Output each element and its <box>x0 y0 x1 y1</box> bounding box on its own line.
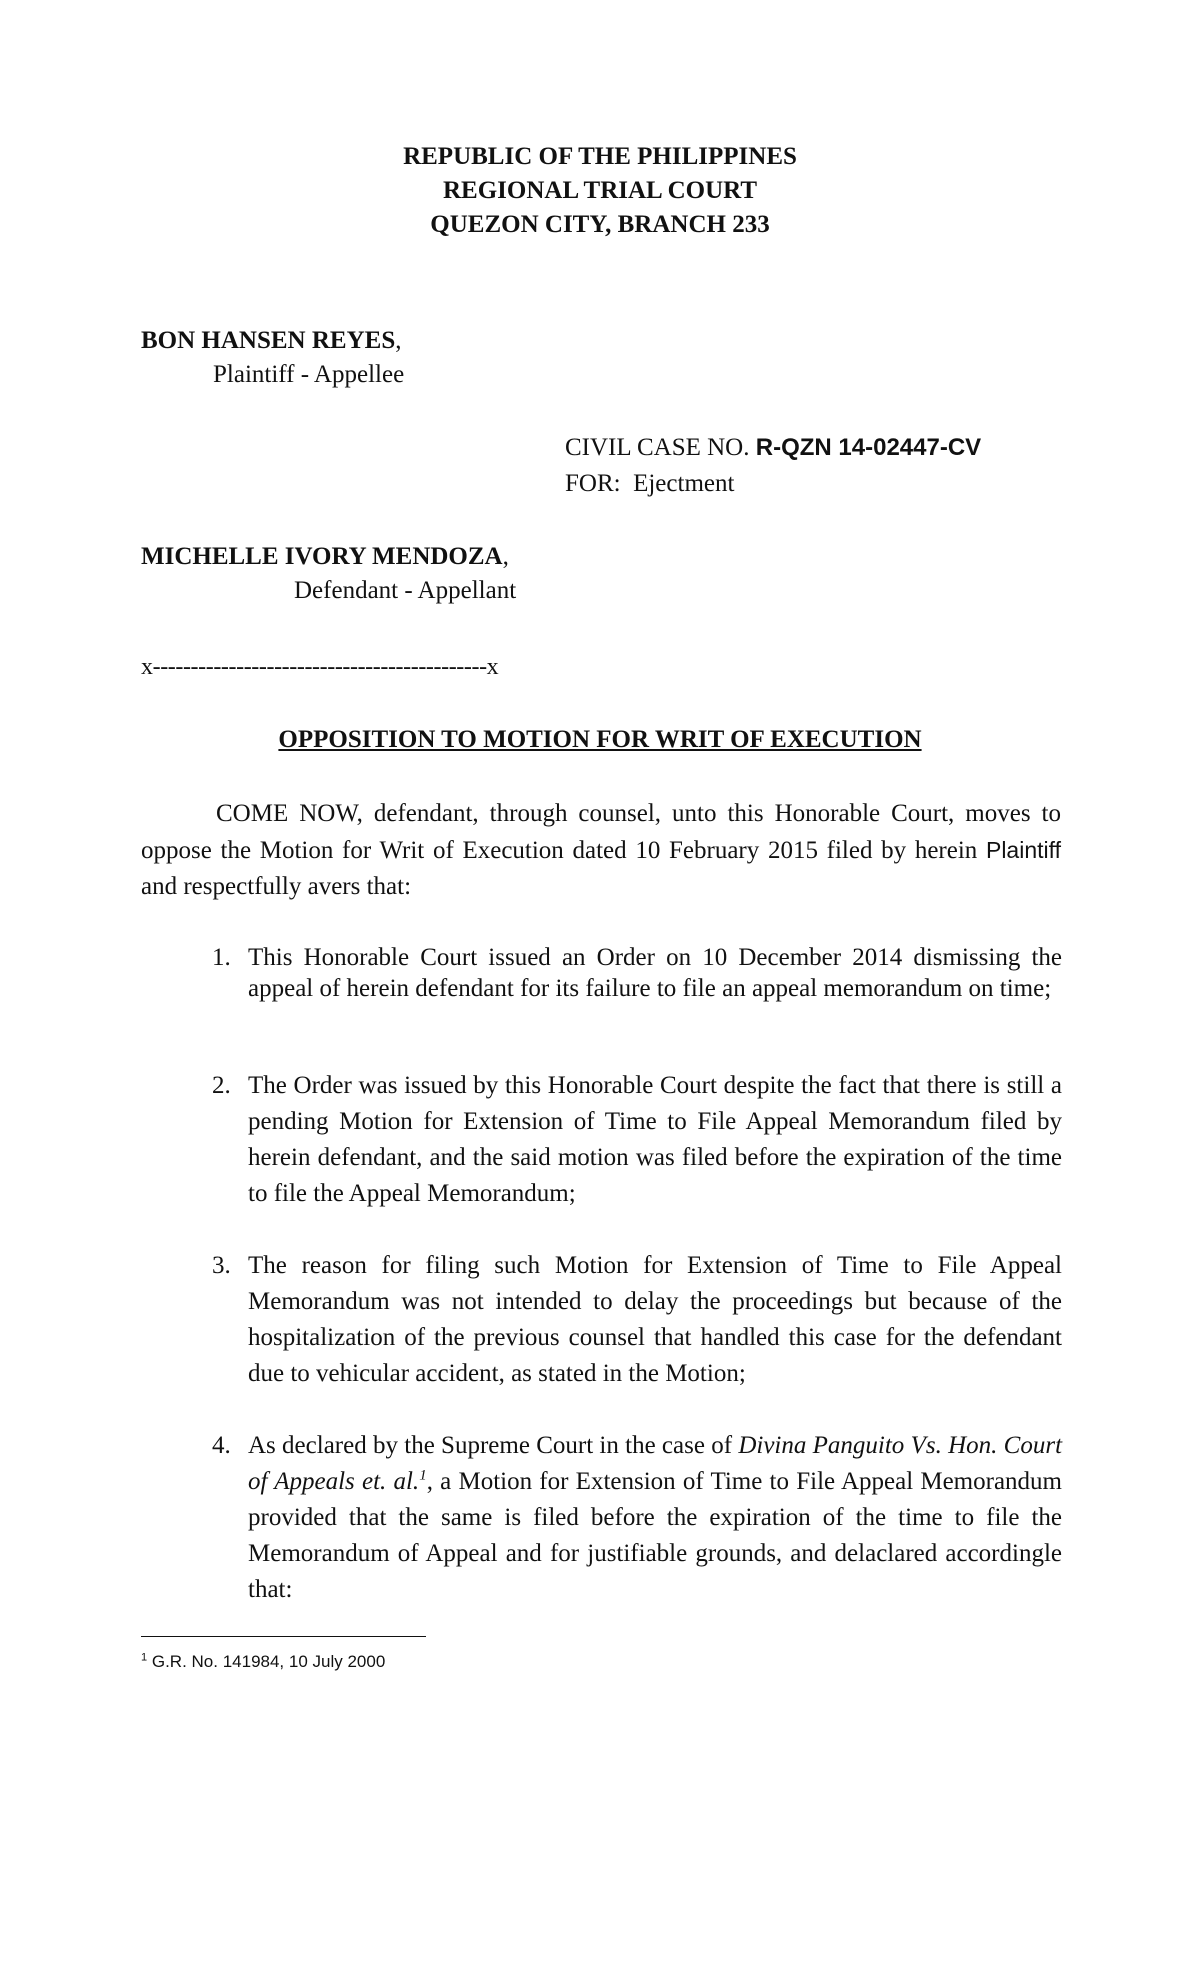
header-court: REGIONAL TRIAL COURT <box>442 177 757 204</box>
intro-plaintiff-word: Plaintiff <box>985 837 1061 863</box>
paragraph-number: 3. <box>212 1252 231 1279</box>
case-for-label: FOR: <box>565 470 621 497</box>
footnote-divider <box>141 1636 426 1637</box>
intro-text-1: COME NOW, defendant, through counsel, unto this Honorable Court, moves to oppose the Motion for Writ of Execution dated 10 February 2015 filed by herein <box>141 800 1061 864</box>
paragraph-text <box>248 1428 1062 1608</box>
paragraph-text: The reason for filing such Motion for Extension of Time to File Appeal Memorandum was not intended to delay the proceedings but because of the hospitalization of the previous counsel that handled this case for the defendant due to vehicular accident, as stated in the Motion; <box>248 1252 1062 1387</box>
document-title: OPPOSITION TO MOTION FOR WRIT OF EXECUTION <box>278 726 922 753</box>
paragraph-text-before: As declared by the Supreme Court in the case of <box>248 1432 739 1459</box>
intro-text-2: and respectfully avers that: <box>141 873 412 900</box>
paragraph-number: 1. <box>212 944 231 971</box>
case-number: R-QZN 14-02447-CV <box>755 434 982 461</box>
numbered-paragraph-2 <box>212 1068 1062 1212</box>
footnote <box>141 1650 385 1674</box>
caption-separator: x--------------------------------------------x <box>141 654 499 680</box>
defendant-role: Defendant - Appellant <box>294 577 517 604</box>
footnote-text: G.R. No. 141984, 10 July 2000 <box>151 1652 386 1671</box>
case-info <box>565 430 981 502</box>
numbered-paragraph-4 <box>212 1428 1062 1608</box>
header-republic: REPUBLIC OF THE PHILIPPINES <box>403 143 797 170</box>
plaintiff-block: BON HANSEN REYES, Plaintiff - Appellee <box>141 324 404 392</box>
paragraph-text: The Order was issued by this Honorable Court despite the fact that there is still a pending Motion for Extension of Time to File Appeal Memorandum filed by herein defendant, and the said motion was filed before the expiration of the time to file the Appeal Memorandum; <box>248 1072 1062 1207</box>
footnote-reference[interactable]: 1 <box>419 1467 427 1484</box>
cited-case-name: Divina Panguito Vs. Hon. Court of Appeals et. al. <box>248 1432 1063 1495</box>
paragraph-number: 2. <box>212 1072 231 1099</box>
intro-paragraph <box>141 796 1061 905</box>
case-number-label: CIVIL CASE NO. <box>565 434 750 461</box>
plaintiff-role: Plaintiff - Appellee <box>213 361 405 388</box>
paragraph-text-after: , a Motion for Extension of Time to File Appeal Memorandum provided that the same is filed before the expiration of the time to file the Memorandum of Appeal and for justifiable grounds, and delaclared accordingle that: <box>248 1468 1062 1603</box>
numbered-paragraph-3 <box>212 1248 1062 1392</box>
defendant-block: MICHELLE IVORY MENDOZA, Defendant - Appellant <box>141 540 516 608</box>
footnote-marker: 1 <box>141 1651 148 1664</box>
paragraph-number: 4. <box>212 1432 231 1459</box>
case-for-value: Ejectment <box>633 470 735 497</box>
header-branch: QUEZON CITY, BRANCH 233 <box>430 211 770 238</box>
numbered-paragraph-1 <box>212 942 1062 1004</box>
defendant-name: MICHELLE IVORY MENDOZA <box>141 543 503 570</box>
plaintiff-name: BON HANSEN REYES <box>141 327 396 354</box>
court-header <box>0 140 1200 242</box>
paragraph-text: This Honorable Court issued an Order on 10 December 2014 dismissing the appeal of herein defendant for its failure to file an appeal memorandum on time; <box>248 944 1062 1002</box>
